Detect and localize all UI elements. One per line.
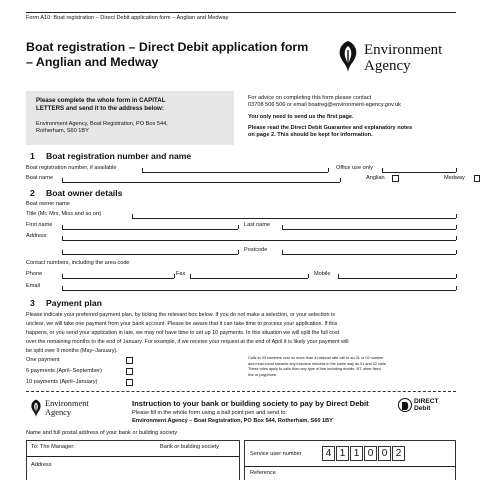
dd-send-to-address: Environment Agency – Boat Registration, PO Box 544, Rotherham, S60 1BY [132,418,333,424]
small-logo-line-2: Agency [45,408,72,417]
boat-name-field[interactable] [62,182,340,183]
medway-label: Medway [444,175,465,181]
address2-tick-right [238,250,239,254]
section-1-number: 1 [30,151,35,161]
para-line-1: Please indicate your preferred payment plan, by ticking the relevant box below. If you do not make a selection, or your selection is [26,312,335,318]
mobile-tick-right [456,274,457,278]
section-3-number: 3 [30,298,35,308]
postcode-label: Postcode [244,247,268,253]
phone-tick-right [174,274,175,278]
address-field-1[interactable] [62,240,456,241]
service-user-digit-3: 1 [350,446,363,461]
advice-text [248,95,401,109]
reg-number-label: Boat registration number, if available [26,165,117,171]
service-user-digit-6: 2 [392,446,405,461]
service-user-label: Service user number [250,451,302,457]
intro-heading-line-1: Please complete the whole form in CAPITAL [36,97,166,104]
dd-logo-line-2: Debit [414,405,431,413]
para-line-4: over the remaining months to the end of January. For example, if we receive your request at the end of April it is likely your payment will [26,339,349,345]
logo-line-2: Agency [364,58,411,74]
mobile-tick-left [338,274,339,278]
intro-heading [36,97,166,113]
phone-tick-left [62,274,63,278]
advice-line-2: 03708 506 506 or email boatreg@environment-agency.gov.uk [248,102,401,108]
title-line-2: – Anglian and Medway [26,55,159,69]
ea-logo-small-text [45,399,89,417]
dd-fill-instruction: Please fill in the whole form using a ball point pen and send to: [132,410,287,416]
ea-logo-small-icon [28,398,44,418]
fax-tick-right [308,274,309,278]
address-label: Address [26,233,47,239]
option-ten-payments-checkbox[interactable] [126,379,133,386]
fax-field[interactable] [190,278,308,279]
anglian-label: Anglian [366,175,385,181]
page-title [26,40,308,70]
first-name-label: First name [26,222,53,228]
para-line-3: happens, or you send your application in late, we may not have time to set up 10 payments. In this situation we will split the full cost [26,330,340,336]
direct-debit-logo-text [414,398,439,413]
intro-address [36,121,168,135]
service-user-digit-1: 4 [322,446,335,461]
bank-address-label: Name and full postal address of your bank or building society [26,430,178,436]
service-user-digit-2: 1 [336,446,349,461]
address2-tick-left [62,250,63,254]
fax-label: Fax [176,271,186,277]
payment-plan-paragraph [26,311,349,356]
direct-debit-logo-icon [398,398,412,412]
section-3-title: Payment plan [46,298,102,308]
title-field[interactable] [132,218,456,219]
address-tick-right [456,236,457,240]
office-use-label: Office use only [336,165,373,171]
top-rule [26,12,456,13]
first-page-note: You only need to send us the first page. [248,114,354,120]
service-user-digit-4: 0 [364,446,377,461]
last-name-label: Last name [244,222,271,228]
call-charges-note [248,356,387,378]
first-name-field[interactable] [62,229,238,230]
intro-address-line-1: Environment Agency, Boat Registration, PO Box 544, [36,121,168,127]
email-tick-left [62,286,63,290]
dd-instruction-heading: Instruction to your bank or building society to pay by Direct Debit [132,399,369,408]
title-tick-left [132,214,133,218]
option-ten-payments-label: 10 payments (April–January) [26,379,98,385]
email-field[interactable] [62,290,456,291]
phone-label: Phone [26,271,43,277]
bank-address-field-label: Address [31,462,52,468]
title-line-1: Boat registration – Direct Debit application form [26,40,309,54]
contact-label: Contact numbers, including the area code [26,260,130,266]
logo-line-1: Environment [364,42,443,58]
intro-address-line-2: Rotherham, S60 1BY [36,128,89,134]
calls-line-4: line or payphone. [248,372,278,377]
guarantee-note [248,125,412,139]
last-name-tick-left [282,225,283,229]
office-tick-left [382,168,383,172]
office-use-field[interactable] [382,172,456,173]
section-2-number: 2 [30,188,35,198]
title-field-label: Title (Mr, Mrs, Miss and so on) [26,211,102,217]
to-manager-label: To: The Manager: [31,444,75,450]
postcode-tick-right [456,250,457,254]
mobile-label: Mobile [314,271,331,277]
option-six-payments-checkbox[interactable] [126,368,133,375]
phone-field[interactable] [62,278,174,279]
boat-name-label: Boat name [26,175,54,181]
first-name-tick-left [62,225,63,229]
calls-line-1: Calls to 03 numbers cost no more than a national rate call to an 01 or 02 number [248,356,384,360]
form-reference: Form A10: Boat registration – Direct Debit application form – Anglian and Medway [26,15,229,21]
address-tick-left [62,236,63,240]
postcode-tick-left [282,250,283,254]
title-tick-right [456,214,457,218]
postcode-field[interactable] [282,254,456,255]
anglian-checkbox[interactable] [392,175,399,182]
section-2-title: Boat owner details [46,188,123,198]
environment-agency-logo-text [364,42,442,74]
last-name-tick-right [456,225,457,229]
guarantee-line-1: Please read the Direct Debit Guarantee and explanatory notes [248,125,413,131]
email-tick-right [456,286,457,290]
calls-line-3: These rules apply to calls from any type of line including mobile, BT, other fixed [248,367,381,372]
reg-tick-right [328,168,329,172]
small-logo-line-1: Environment [45,399,89,408]
intro-heading-line-2: LETTERS and send it to the address below: [36,105,164,112]
cut-line [26,391,456,392]
owner-name-label: Boat owner name [26,201,70,207]
option-one-payment-label: One payment [26,357,60,363]
calls-line-2: and must count towards any inclusive minutes in the same way as 01 and 02 calls. [248,361,387,366]
fax-tick-left [190,274,191,278]
advice-line-1: For advice on completing this form please contact [248,95,372,101]
guarantee-line-2: on page 2. This should be kept for information. [248,132,373,138]
para-line-2: unclear, we will take one payment from your bank account. Please be aware that it can take time to process your application. If this [26,321,338,327]
dd-logo-line-1: DIRECT [414,398,439,405]
first-name-tick-right [238,225,239,229]
option-one-payment-checkbox[interactable] [126,357,133,364]
medway-checkbox[interactable] [474,175,480,182]
bank-or-bs-label: Bank or building society [160,444,220,450]
para-line-5: be split over 9 months (May–January). [26,348,118,354]
reg-number-field[interactable] [142,172,328,173]
section-1-title: Boat registration number and name [46,151,192,161]
service-box-divider [244,466,456,467]
mobile-field[interactable] [338,278,456,279]
last-name-field[interactable] [282,229,456,230]
boat-name-tick-left [62,178,63,182]
reg-tick-left [142,168,143,172]
environment-agency-logo-icon [334,38,362,74]
email-label: Email [26,283,40,289]
reference-label: Reference [250,470,276,476]
office-tick-right [456,168,457,172]
address-field-2[interactable] [62,254,238,255]
option-six-payments-label: 6 payments (April–September) [26,368,102,374]
service-user-digit-5: 0 [378,446,391,461]
bank-box-divider [26,456,240,457]
boat-name-tick-right [340,178,341,182]
